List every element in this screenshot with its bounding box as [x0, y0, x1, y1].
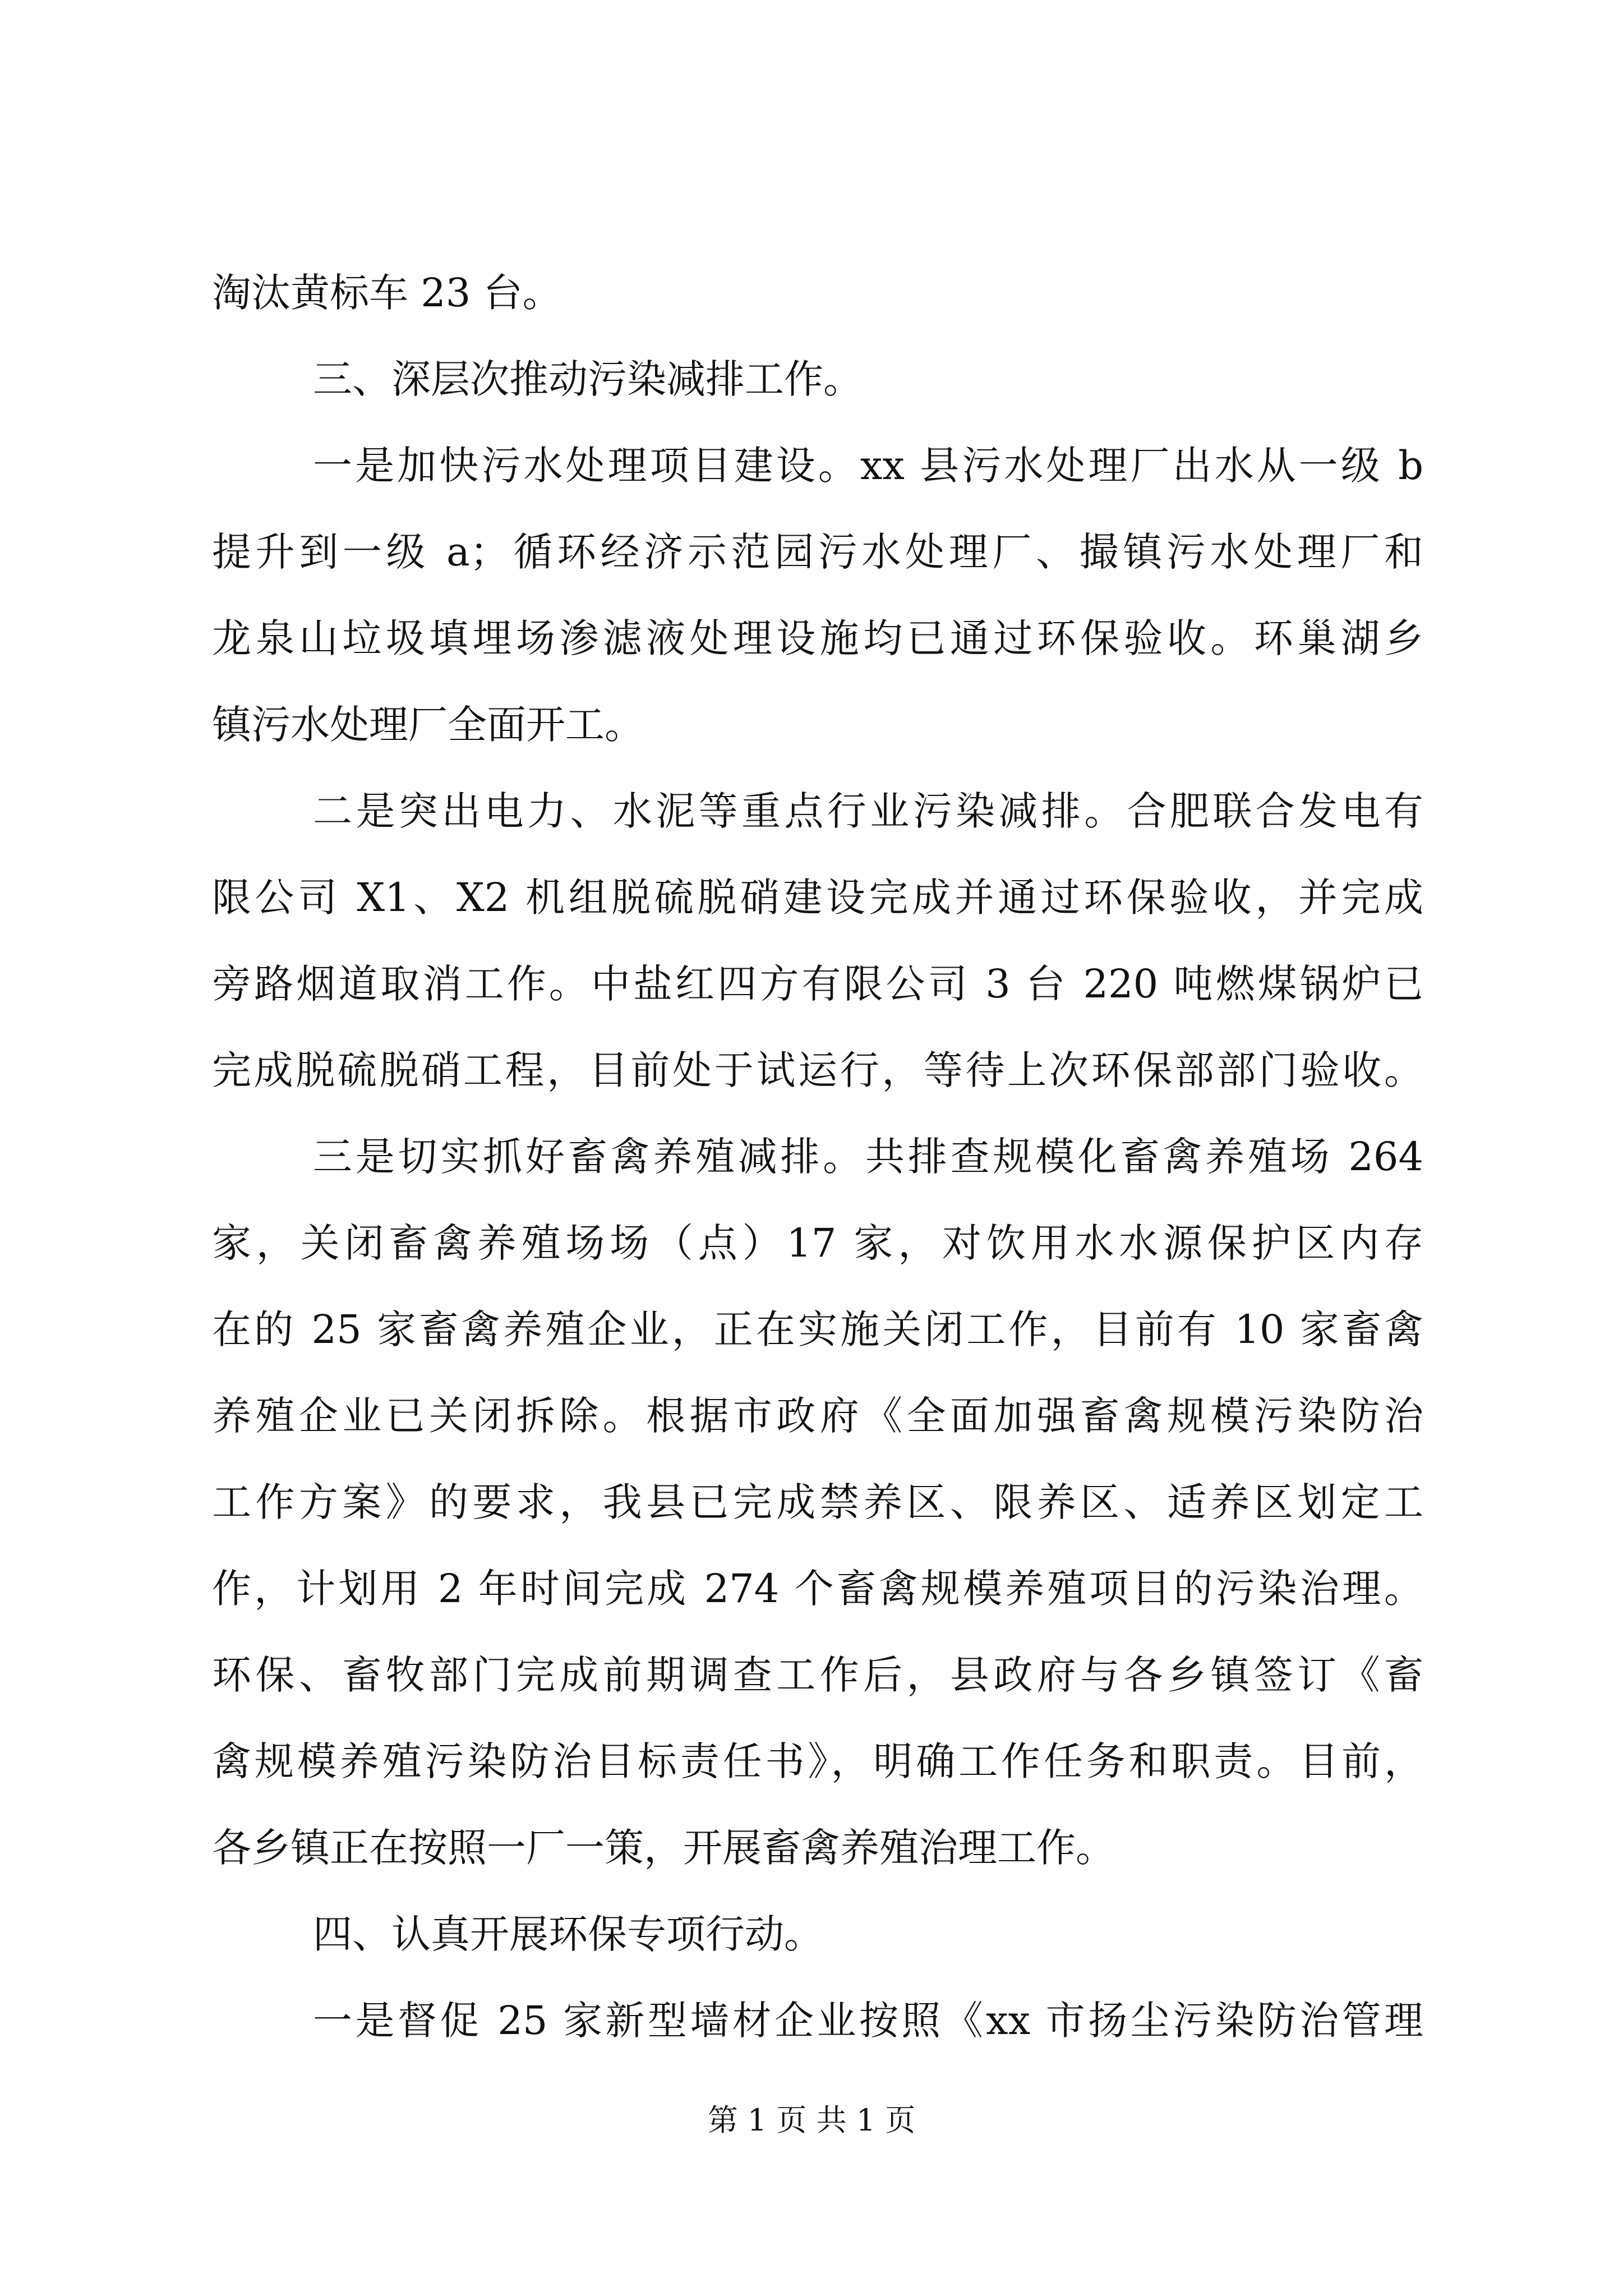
paragraph-line: 三是切实抓好畜禽养殖减排。共排查规模化畜禽养殖场 264	[313, 1134, 1423, 1180]
paragraph-line: 镇污水处理厂全面开工。	[212, 702, 644, 748]
paragraph-line: 各乡镇正在按照一厂一策，开展畜禽养殖治理工作。	[212, 1825, 1115, 1871]
paragraph-line: 旁路烟道取消工作。中盐红四方有限公司 3 台 220 吨燃煤锅炉已	[212, 961, 1423, 1007]
paragraph-line: 一是督促 25 家新型墙材企业按照《xx 市扬尘污染防治管理	[313, 1998, 1423, 2044]
section-heading: 三、深层次推动污染减排工作。	[313, 356, 863, 402]
document-body	[212, 250, 1423, 2064]
paragraph-line: 完成脱硫脱硝工程，目前处于试运行，等待上次环保部部门验收。	[212, 1047, 1423, 1093]
section-heading: 四、认真开展环保专项行动。	[313, 1911, 823, 1957]
paragraph-line: 工作方案》的要求，我县已完成禁养区、限养区、适养区划定工	[212, 1479, 1423, 1525]
paragraph-line: 龙泉山垃圾填埋场渗滤液处理设施均已通过环保验收。环巢湖乡	[212, 615, 1423, 661]
paragraph-line: 环保、畜牧部门完成前期调查工作后，县政府与各乡镇签订《畜	[212, 1652, 1423, 1698]
paragraph-line: 提升到一级 a；循环经济示范园污水处理厂、撮镇污水处理厂和	[212, 529, 1423, 575]
paragraph-line: 作，计划用 2 年时间完成 274 个畜禽规模养殖项目的污染治理。	[212, 1566, 1423, 1612]
paragraph-line: 一是加快污水处理项目建设。xx 县污水处理厂出水从一级 b	[313, 443, 1423, 489]
text-line: 淘汰黄标车 23 台。	[212, 270, 562, 316]
paragraph-line: 养殖企业已关闭拆除。根据市政府《全面加强畜禽规模污染防治	[212, 1393, 1423, 1439]
page-footer: 第 1 页 共 1 页	[707, 2102, 916, 2138]
paragraph-line: 禽规模养殖污染防治目标责任书》，明确工作任务和职责。目前，	[212, 1738, 1423, 1784]
paragraph-line: 家，关闭畜禽养殖场场（点）17 家，对饮用水水源保护区内存	[212, 1220, 1423, 1266]
paragraph-line: 在的 25 家畜禽养殖企业，正在实施关闭工作，目前有 10 家畜禽	[212, 1306, 1423, 1352]
paragraph-line: 限公司 X1、X2 机组脱硫脱硝建设完成并通过环保验收，并完成	[212, 875, 1423, 921]
paragraph-line: 二是突出电力、水泥等重点行业污染减排。合肥联合发电有	[313, 788, 1423, 834]
